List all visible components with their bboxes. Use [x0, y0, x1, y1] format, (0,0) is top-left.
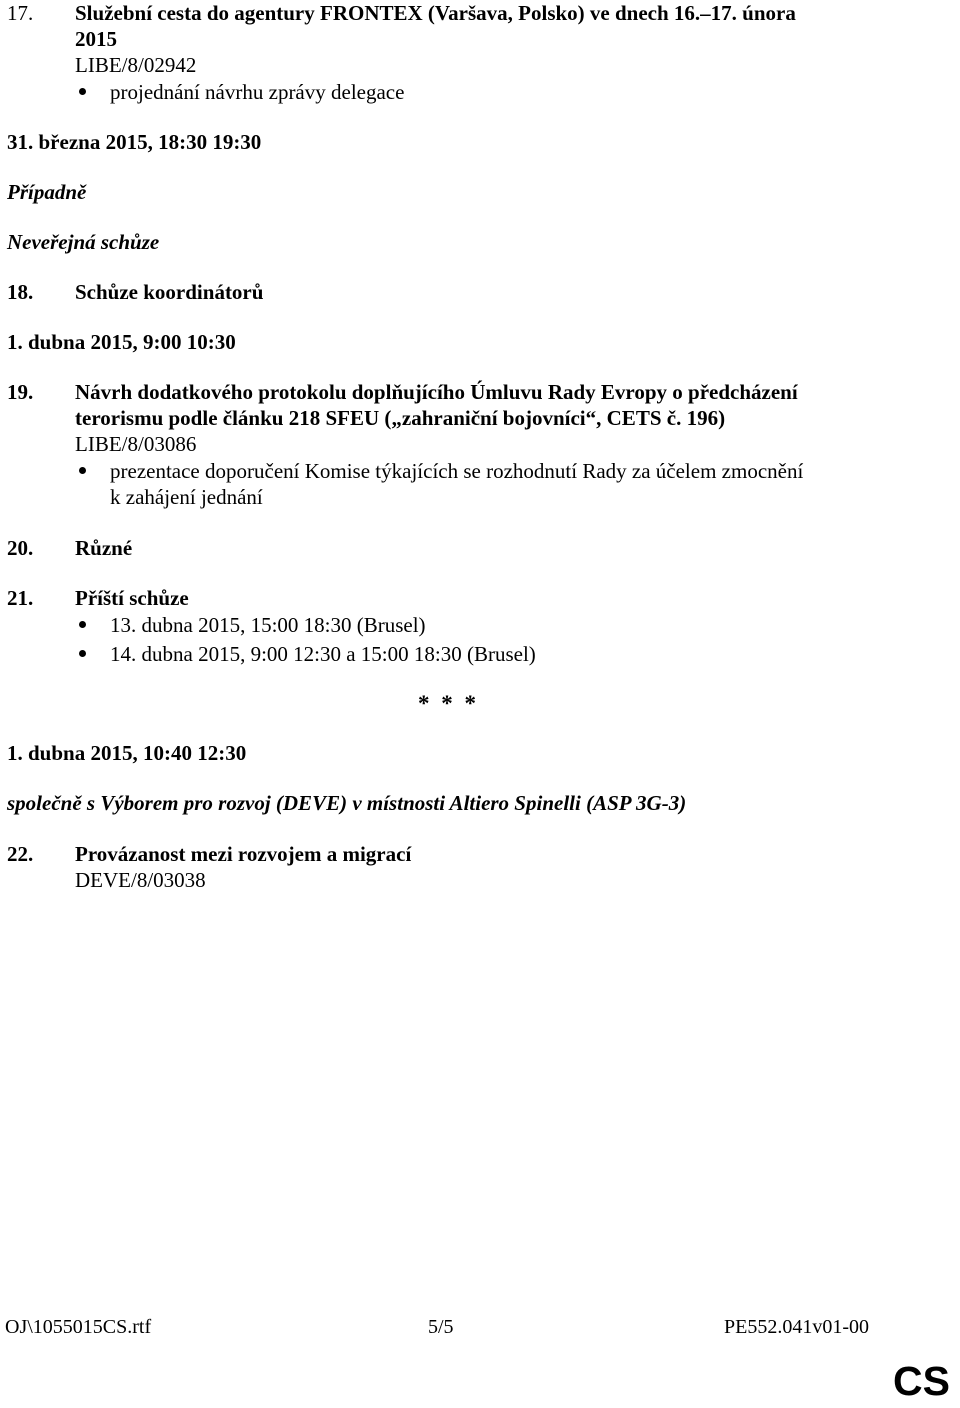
item-17-reference: LIBE/8/02942 — [75, 53, 197, 77]
item-22-number: 22. — [7, 842, 34, 866]
optional-label: Případně — [7, 180, 87, 204]
item-19-title-line1: Návrh dodatkového protokolu doplňujícího Úmluvu Rady Evropy o předcházení — [75, 380, 798, 404]
item-21-bullet-1: 13. dubna 2015, 15:00 18:30 (Brusel) — [110, 613, 426, 637]
session-time-2: 1. dubna 2015, 9:00 10:30 — [7, 330, 236, 354]
session-time-3: 1. dubna 2015, 10:40 12:30 — [7, 741, 247, 765]
bullet-icon — [79, 467, 86, 474]
item-17-title-line1: Služební cesta do agentury FRONTEX (Varšava, Polsko) ve dnech 16.–17. února — [75, 1, 796, 25]
bullet-icon — [79, 650, 86, 657]
item-21-bullet-2: 14. dubna 2015, 9:00 12:30 a 15:00 18:30 (Brusel) — [110, 642, 536, 666]
session-time-1: 31. března 2015, 18:30 19:30 — [7, 130, 262, 154]
item-18-number: 18. — [7, 280, 34, 304]
bullet-icon — [79, 88, 86, 95]
item-19-reference: LIBE/8/03086 — [75, 432, 197, 456]
item-17-title-line2: 2015 — [75, 27, 117, 51]
item-18-title: Schůze koordinátorů — [75, 280, 264, 304]
item-21-title: Příští schůze — [75, 586, 189, 610]
item-20-number: 20. — [7, 536, 34, 560]
bullet-icon — [79, 621, 86, 628]
joint-meeting-note: společně s Výborem pro rozvoj (DEVE) v místnosti Altiero Spinelli (ASP 3G-3) — [7, 791, 687, 815]
footer-page-number: 5/5 — [428, 1316, 454, 1338]
item-19-number: 19. — [7, 380, 34, 404]
footer-language-code: CS — [893, 1358, 950, 1404]
item-19-title-line2: terorismu podle článku 218 SFEU („zahraniční bojovníci“, CETS č. 196) — [75, 406, 726, 430]
section-separator: * * * — [418, 691, 479, 716]
item-21-number: 21. — [7, 586, 34, 610]
footer-doc-code: PE552.041v01-00 — [724, 1316, 869, 1338]
closed-meeting-label: Neveřejná schůze — [7, 230, 160, 254]
item-17-bullet: projednání návrhu zprávy delegace — [110, 80, 405, 104]
item-17-number: 17. — [7, 1, 34, 25]
item-19-bullet-line2: k zahájení jednání — [110, 485, 263, 509]
item-19-bullet-line1: prezentace doporučení Komise týkajících se rozhodnutí Rady za účelem zmocnění — [110, 459, 804, 483]
item-20-title: Různé — [75, 536, 133, 560]
item-22-reference: DEVE/8/03038 — [75, 868, 206, 892]
footer-file-ref: OJ\1055015CS.rtf — [5, 1316, 152, 1338]
item-22-title: Provázanost mezi rozvojem a migrací — [75, 842, 412, 866]
